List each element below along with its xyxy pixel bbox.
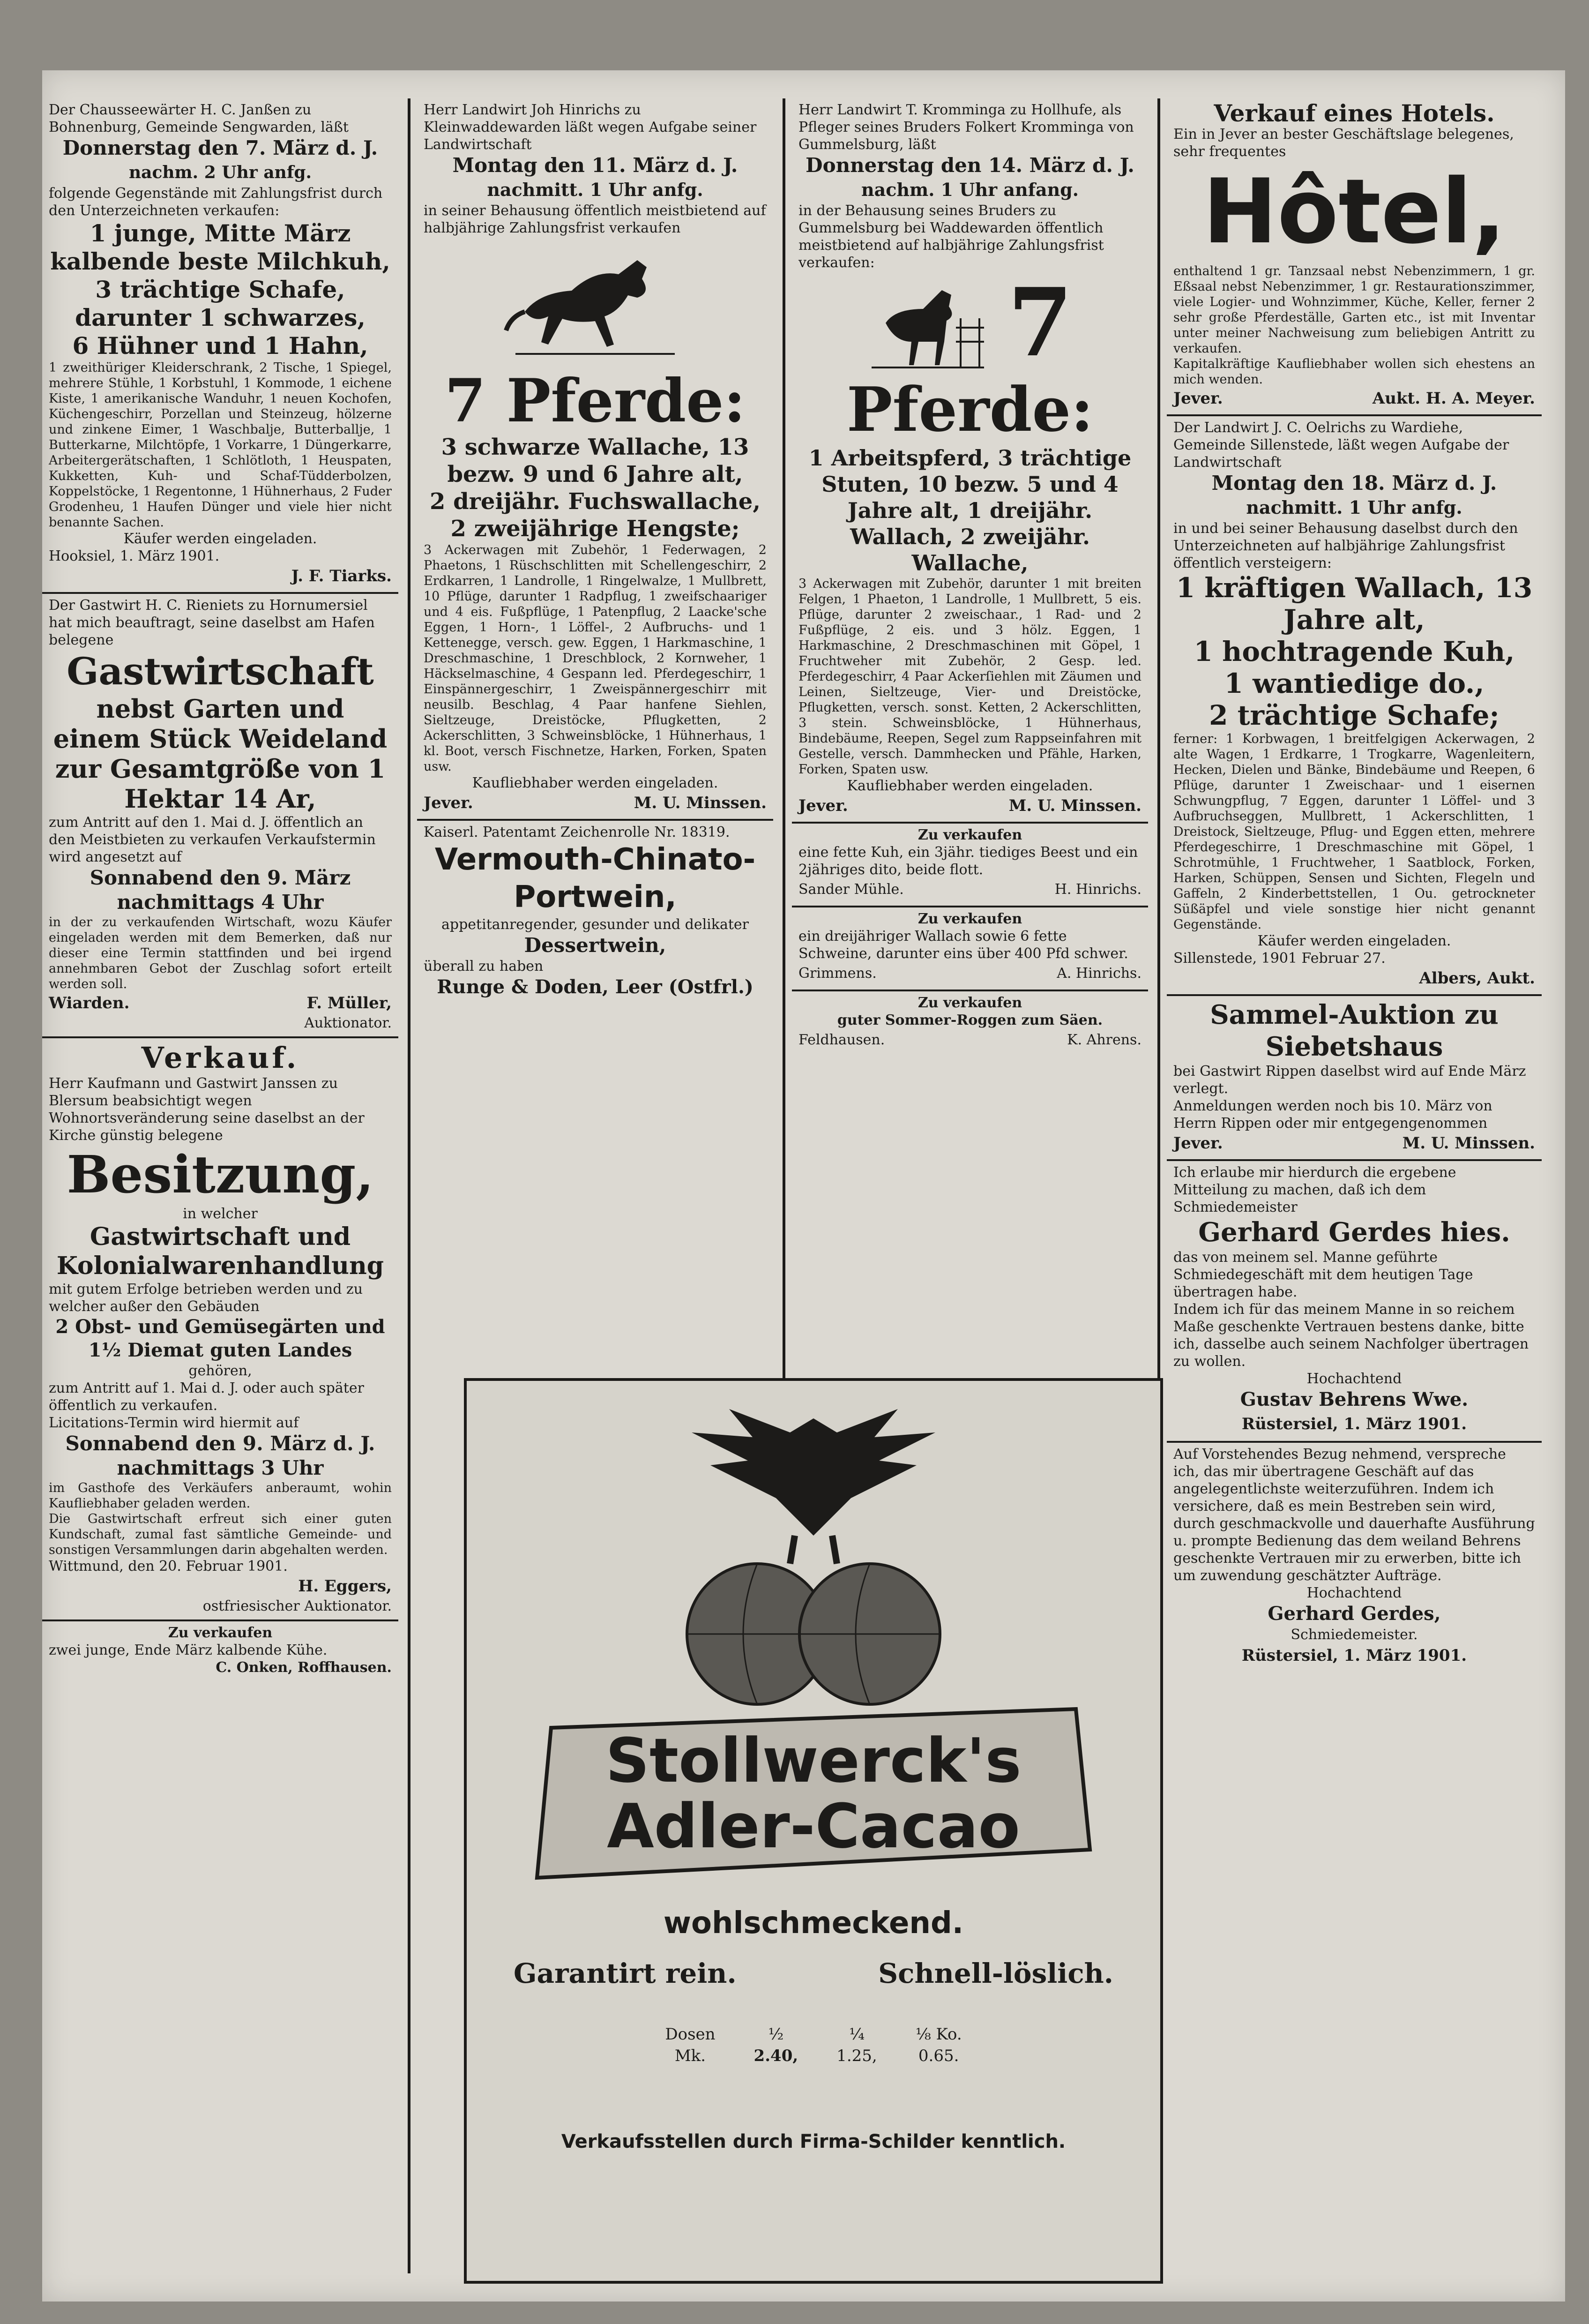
ad-time: nachmitt. 1 Uhr anfg. — [487, 179, 703, 200]
ad-headline: 2 trächtige Schafe; — [1209, 699, 1499, 731]
ad-text: ein dreijähriger Wallach sowie 6 fette Schweine, darunter eins über 400 Pfd schwer. — [798, 928, 1128, 962]
ad-signature: Albers, Aukt. — [1419, 969, 1535, 988]
ad-vermouth — [417, 821, 773, 1004]
ad-text: zwei junge, Ende März kalbende Kühe. — [49, 1642, 328, 1658]
table-cell: ½ — [768, 2025, 784, 2044]
ad-headline: Gerhard Gerdes hies. — [1198, 1217, 1510, 1248]
ad-text: das von meinem sel. Manne geführte Schmiedegeschäft mit dem heutigen Tage übertragen habe. — [1173, 1249, 1473, 1300]
ad-grimmens — [792, 907, 1148, 991]
ad-sammel-auktion — [1167, 996, 1542, 1161]
ad-signature: F. Müller, — [306, 994, 392, 1012]
table-cell: 1.25, — [836, 2047, 877, 2065]
ad-jansen-auction — [42, 98, 398, 594]
ad-behrens — [1167, 1161, 1542, 1443]
ad-text: Ein in Jever an bester Geschäftslage belegenes, sehr frequentes — [1173, 126, 1514, 160]
ad-signature: H. Hinrichs. — [1054, 881, 1141, 898]
ad-signature: H. Eggers, — [298, 1577, 392, 1596]
ad-headline: Zu verkaufen — [918, 995, 1022, 1011]
ad-text: zum Antritt auf den 1. Mai d. J. öffentlich an den Meistbieten zu verkaufen Verkaufstermin wird angesetzt auf — [49, 814, 376, 865]
ad-signature: K. Ahrens. — [1067, 1032, 1141, 1048]
ad-text: Indem ich für das meinem Manne in so reichem Maße geschenkte Vertrauen bestens danke, bitte ich, dasselbe auch seinem Nachfolger übertragen zu wollen. — [1173, 1301, 1529, 1370]
ad-headline: 7 — [1007, 268, 1073, 378]
ad-hotel — [1167, 98, 1542, 416]
brand-name: Adler-Cacao — [607, 1791, 1020, 1862]
ad-text: Käufer werden eingeladen. — [123, 531, 317, 547]
ad-signature: M. U. Minssen. — [634, 794, 767, 812]
ad-janssen-besitzung — [42, 1038, 398, 1621]
ad-place-date: Wittmund, den 20. Februar 1901. — [49, 1558, 288, 1574]
table-cell: 2.40, — [753, 2047, 798, 2065]
ad-time: nachm. 1 Uhr anfang. — [861, 179, 1079, 200]
ad-signature: Gustav Behrens Wwe. — [1240, 1388, 1469, 1410]
ad-headline: 1 hochtragende Kuh, — [1194, 636, 1515, 667]
ad-headline: nebst Garten und einem Stück Weideland zur Gesamtgröße von 1 Hektar 14 Ar, — [53, 694, 388, 814]
ad-text: Hochachtend — [1306, 1585, 1402, 1601]
ad-text: eine fette Kuh, ein 3jähr. tiediges Beest und ein 2jähriges dito, beide flott. — [798, 844, 1138, 878]
ad-tagline: wohlschmeckend. — [663, 1906, 964, 1941]
ad-text: Herr Landwirt Joh Hinrichs zu Kleinwaddewarden läßt wegen Aufgabe seiner Landwirtschaft — [424, 102, 757, 153]
ad-headline: Gastwirtschaft und Kolonialwarenhandlung — [56, 1222, 384, 1280]
ad-text: Der Gastwirt H. C. Rieniets zu Hornumersiel hat mich beauftragt, seine daselbst am Hafen belegene — [49, 597, 375, 648]
ad-kromminga-pferde — [792, 98, 1148, 824]
table-cell: 0.65. — [918, 2047, 959, 2065]
ad-text: Auf Vorstehendes Bezug nehmend, verspreche ich, das mir übertragene Geschäft auf das angelegentlichste weiterzuführen. Indem ich versichere, daß es mein Bestreben sein wird, durch geschmackvolle und dauerhafte Ausführung u. prompte Bedienung das dem weiland Behrens geschenkte Vertrauen mir zu erwerben, bitte ich um zuwendung geschätzter Aufträge. — [1173, 1446, 1535, 1584]
ad-body: 1 zweithüriger Kleiderschrank, 2 Tische, 1 Spiegel, mehrere Stühle, 1 Korbstuhl, 1 Kommode, 1 eichene Kiste, 1 amerikanische Wanduhr, 1 neuen Kochofen, Küchengeschirr, Porzellan und Steinzeug, hölzerne und zinkene Eimer, 1 Waschbalje, Butterballje, 1 Butterkarne, Milchtöpfe, 1 Vorkarre, 1 Düngerkarre, Arbeitergerätschaften, 1 Schlötloth, 1 Heuspaten, Kukketten, Kuh- und Schaf-Tüdderbolzen, Koppelstöcke, 1 Regentonne, 1 Hühnerhaus, 2 Fuder Grodenheu, 1 Haufen Dünger und viele hier nicht benannte Sachen. — [49, 360, 392, 530]
price-table — [645, 2023, 981, 2067]
ad-headline: Dessertwein, — [524, 934, 666, 957]
ad-text: Käufer werden eingeladen. — [1257, 933, 1451, 949]
ad-date: Montag den 18. März d. J. — [1211, 472, 1497, 495]
ad-headline: Pferde: — [846, 374, 1094, 445]
ad-headline: Vermouth-Chinato-Portwein, — [434, 842, 756, 915]
ad-body: enthaltend 1 gr. Tanzsaal nebst Nebenzimmern, 1 gr. Eßsaal nebst Nebenzimmer, 1 gr. Restaurationszimmer, viele Logier- und Wohnzimmer, Küche, Keller, ferner 2 sehr große Pferdeställe, Garten etc., ist mit Inventar unter meiner Nachweisung zum beliebigen Antritt zu verkaufen. — [1173, 264, 1535, 356]
ad-place-date: Hooksiel, 1. März 1901. — [49, 548, 220, 564]
ad-time: nachm. 2 Uhr anfg. — [128, 163, 312, 182]
ad-tagline: Garantirt rein. — [514, 1957, 737, 1989]
ad-body: ferner: 1 Korbwagen, 1 breitfelgigen Ackerwagen, 2 alte Wagen, 1 Erdkarre, 1 Trogkarre, Wagenleitern, Hecken, Dielen und Bänke, Bindebäume und Reepen, 6 Pflüge, darunter 1 Zweischaar- und 1 eisernen Schwungpflug, 7 Eggen, darunter 1 Löffel- und 3 Aufbruchseggen, Mullbrett, 1 Ackerschlitten, 1 Dreistock, Sieltzeuge, Pflug- und Eggen etten, mehrere Pferdegeschirre, 1 Dreschmaschine mit Göpel, 1 Schrotmühle, 1 Fruchtweher, 1 Saatblock, Forken, Harken, Schüppen, Sensen und Sichten, Flegeln und Gaffeln, 2 Kinderbettstellen, 1 Ou. getrockneter Süßäpfel und viele sonstige hier nicht genannt Gegenstände. — [1173, 732, 1535, 932]
ad-place: Jever. — [1173, 389, 1223, 408]
ad-footer: Verkaufsstellen durch Firma-Schilder kenntlich. — [561, 2131, 1066, 2152]
ad-headline: Verkauf. — [141, 1041, 299, 1075]
ad-place-date: Sillenstede, 1901 Februar 27. — [1173, 950, 1386, 967]
ad-text: mit gutem Erfolge betrieben werden und zu welcher außer den Gebäuden — [49, 1281, 363, 1315]
ad-headline: Zu verkaufen — [168, 1625, 273, 1641]
ad-text: Der Landwirt J. C. Oelrichs zu Wardiehe, Gemeinde Sillenstede, läßt wegen Aufgabe der Landwirtschaft — [1173, 420, 1509, 471]
column-1 — [42, 98, 398, 2273]
ad-oelrichs — [1167, 416, 1542, 996]
ad-text: in und bei seiner Behausung daselbst durch den Unterzeichneten auf halbjährige Zahlungsfrist öffentlich versteigern: — [1173, 520, 1518, 571]
ad-date: Montag den 11. März d. J. — [452, 154, 738, 177]
table-cell: ⅛ Ko. — [915, 2025, 962, 2044]
ad-signature-title: ostfriesischer Auktionator. — [202, 1598, 392, 1614]
ad-text: bei Gastwirt Rippen daselbst wird auf Ende März verlegt. — [1173, 1063, 1526, 1097]
ad-headline: Verkauf eines Hotels. — [1214, 99, 1495, 127]
ad-headline: Zu verkaufen — [918, 827, 1022, 843]
ad-headline: 2 dreijähr. Fuchswallache, — [429, 488, 761, 515]
ad-text: gehören, — [188, 1363, 252, 1379]
ad-body: Kapitalkräftige Kaufliebhaber wollen sich ehestens an mich wenden. — [1173, 357, 1535, 387]
ad-text: überall zu haben — [424, 958, 544, 975]
ad-date: Donnerstag den 14. März d. J. — [806, 154, 1134, 177]
ad-body: Die Gastwirtschaft erfreut sich einer guten Kundschaft, zumal fast sämtliche Gemeinde- und sonstigen Versammlungen darin abgehalten werden. — [49, 1512, 392, 1557]
ad-time: nachmitt. 1 Uhr anfg. — [1246, 497, 1462, 518]
ad-text: in seiner Behausung öffentlich meistbietend auf halbjährige Zahlungsfrist verkaufen — [424, 202, 766, 236]
horse-icon — [867, 271, 989, 375]
ad-signature: Aukt. H. A. Meyer. — [1372, 389, 1535, 408]
ad-signature: Gerhard Gerdes, — [1268, 1603, 1441, 1625]
ad-gerdes — [1167, 1443, 1542, 1672]
table-cell: Dosen — [665, 2025, 716, 2044]
ad-headline: 6 Hühner und 1 Hahn, — [72, 332, 368, 360]
ad-time: nachmittags 4 Uhr — [117, 891, 324, 914]
ad-text: Anmeldungen werden noch bis 10. März von Herrn Rippen oder mir entgegengenommen — [1173, 1098, 1492, 1132]
ad-place: Jever. — [798, 796, 848, 815]
ad-text: Kaiserl. Patentamt Zeichenrolle Nr. 18319. — [424, 824, 730, 840]
ad-text: Kaufliebhaber werden eingeladen. — [472, 775, 718, 791]
ad-date: Sonnabend den 9. März — [90, 866, 351, 889]
ad-text: Herr Kaufmann und Gastwirt Janssen zu Blersum beabsichtigt wegen Wohnortsveränderung seine daselbst an der Kirche günstig belegene — [49, 1075, 365, 1144]
ad-place: Sander Mühle. — [798, 881, 904, 898]
ad-headline: 1 wantiedige do., — [1224, 667, 1485, 699]
ad-text: Herr Landwirt T. Kromminga zu Hollhufe, als Pfleger seines Bruders Folkert Kromminga von Gummelsburg, läßt — [798, 102, 1134, 153]
ad-time: nachmittags 3 Uhr — [117, 1456, 324, 1479]
ad-text: Licitations-Termin wird hiermit auf — [49, 1415, 299, 1431]
ad-feldhausen — [792, 991, 1148, 1056]
table-cell: ¼ — [849, 2025, 865, 2044]
ad-text: Ich erlaube mir hierdurch die ergebene Mitteilung zu machen, daß ich dem Schmiedemeister — [1173, 1164, 1456, 1215]
ad-headline: 1 Arbeitspferd, 3 trächtige Stuten, 10 bezw. 5 und 4 Jahre alt, 1 dreijähr. Wallach, 2 zweijähr. Wallache, — [808, 445, 1132, 576]
ad-stollwerck-cacao — [464, 1378, 1163, 2284]
ad-text: guter Sommer-Roggen zum Säen. — [837, 1012, 1103, 1028]
table-row — [646, 2024, 980, 2045]
ad-text: in welcher — [183, 1206, 258, 1222]
ad-place: Jever. — [1173, 1134, 1223, 1153]
newspaper-page — [42, 70, 1565, 2302]
horse-icon — [497, 241, 694, 363]
ad-text: zum Antritt auf 1. Mai d. J. oder auch später öffentlich zu verkaufen. — [49, 1380, 364, 1414]
ad-signature: J. F. Tiarks. — [291, 567, 392, 585]
ad-signature: M. U. Minssen. — [1402, 1134, 1535, 1153]
ad-headline: Zu verkaufen — [918, 911, 1022, 927]
ad-headline: Gastwirtschaft — [67, 649, 374, 693]
ad-headline: Sammel-Auktion zu Siebetshaus — [1210, 999, 1499, 1062]
ad-date: Donnerstag den 7. März d. J. — [62, 136, 378, 159]
ad-body: im Gasthofe des Verkäufers anberaumt, wohin Kaufliebhaber geladen werden. — [49, 1481, 392, 1511]
ad-text: Kaufliebhaber werden eingeladen. — [847, 778, 1093, 794]
ad-headline: Besitzung, — [67, 1144, 374, 1205]
ad-text: Hochachtend — [1306, 1371, 1402, 1387]
ad-body: 3 Ackerwagen mit Zubehör, darunter 1 mit breiten Felgen, 1 Phaeton, 1 Landrolle, 1 Mullbrett, 5 eis. Pflüge, darunter 2 zweischaar., 1 Rad- und 2 Fußpflüge, 2 eis. und 3 hölz. Eggen, 1 Harkmaschine, 2 Dreschmaschinen mit Göpel, 1 Fruchtweher mit Zubehör, 2 Gesp. led. Pferdegeschirr, 4 Paar Ackerſiehlen mit Zäumen und Leinen, Sieltzeuge, Vier- und Dreistöcke, Pflugketten, versch. sonst. Ketten, 2 Ackerschlitten, 3 stein. Schweinsblöcke, 1 Hühnerhaus, Bindebäume, Reepen, Segel zum Rappseinfahren mit Gestelle, versch. Dammhecken und Pfähle, Harken, Forken, Spaten usw. — [798, 577, 1141, 777]
ad-headline: 3 schwarze Wallache, 13 bezw. 9 und 6 Jahre alt, — [441, 434, 749, 487]
ad-rieniets-gastwirtschaft — [42, 594, 398, 1038]
ad-place-date: Rüstersiel, 1. März 1901. — [1241, 1415, 1467, 1433]
ad-text: folgende Gegenstände mit Zahlungsfrist durch den Unterzeichneten verkaufen: — [49, 185, 383, 219]
ad-place: Grimmens. — [798, 965, 877, 982]
ad-headline: Hôtel, — [1202, 160, 1506, 263]
table-row — [646, 2046, 980, 2066]
ad-signature-title: Auktionator. — [304, 1015, 392, 1031]
ad-headline: 1 junge, Mitte März kalbende beste Milchkuh, — [50, 219, 390, 275]
ad-headline: 2 Obst- und Gemüsegärten und 1½ Diemat guten Landes — [55, 1316, 385, 1361]
ad-body: 3 Ackerwagen mit Zubehör, 1 Federwagen, 2 Phaetons, 1 Rüschschlitten mit Schellengeschirr, 2 Erdkarren, 1 Landrolle, 1 Ringelwalze, 1 Mullbrett, 10 Pflüge, darunter 1 Radpflug, 1 zweifschaariger und 4 eis. Fußpflüge, 1 Patenpflug, 2 Laacke'sche Eggen, 1 Horn-, 1 Löffel-, 2 Aufbruchs- und 1 Kettenegge, versch. gew. Eggen, 1 Harkmaschine, 1 Dreschmaschine, 1 Dreschblock, 2 Kornweher, 1 Häckselmaschine, 4 Gespann led. Pferdegeschirr, 1 Einspännergeschirr, 1 Zweispännergeschirr mit neusilb. Beschlag, 4 Paar hanfene Siehlen, Sieltzeuge, Dreistöcke, Pflugketten, 2 Ackerschlitten, 3 Schweinsblöcke, 1 Hühnerhaus, 1 kl. Boot, versch Fischnetze, Harken, Forken, Spaten usw. — [424, 543, 767, 774]
ad-signature: Runge & Doden, Leer (Ostfrl.) — [437, 976, 753, 998]
ad-signature: C. Onken, Roffhausen. — [216, 1659, 392, 1676]
ad-place: Jever. — [424, 794, 473, 812]
ad-body: in der zu verkaufenden Wirtschaft, wozu Käufer eingeladen werden mit dem Bemerken, daß nur dieser eine Termin stattfinden und bei irgend annehmbaren Gebot der Zuschlag sofort erteilt werden soll. — [49, 915, 392, 991]
ad-place: Wiarden. — [49, 994, 130, 1012]
ad-headline: 2 zweijährige Hengste; — [450, 516, 740, 542]
ad-signature-title: Schmiedemeister. — [1291, 1627, 1418, 1643]
ad-place: Feldhausen. — [798, 1032, 885, 1048]
ad-headline: 1 kräftigen Wallach, 13 Jahre alt, — [1176, 572, 1533, 636]
ad-place-date: Rüstersiel, 1. März 1901. — [1241, 1646, 1467, 1665]
column-rule — [408, 98, 410, 2273]
ad-text: in der Behausung seines Bruders zu Gummelsburg bei Waddewarden öffentlich meistbietend auf halbjährige Zahlungsfrist verkaufen: — [798, 202, 1104, 271]
ad-signature: M. U. Minssen. — [1008, 796, 1141, 815]
ad-date: Sonnabend den 9. März d. J. — [65, 1432, 375, 1455]
table-cell: Mk. — [674, 2047, 706, 2065]
ad-signature: A. Hinrichs. — [1057, 965, 1141, 982]
ad-sander-muehle — [792, 824, 1148, 907]
brand-name: Stollwerck's — [605, 1725, 1022, 1796]
ad-headline: 7 Pferde: — [445, 366, 746, 435]
ad-onken — [42, 1621, 398, 1681]
ad-text: Der Chausseewärter H. C. Janßen zu Bohnenburg, Gemeinde Sengwarden, läßt — [49, 102, 349, 135]
ad-tagline: Schnell-löslich. — [878, 1957, 1113, 1989]
column-4 — [1167, 98, 1542, 2273]
ad-hinrichs-pferde — [417, 98, 773, 821]
ad-headline: 3 trächtige Schafe, darunter 1 schwarzes, — [75, 276, 366, 331]
ad-text: appetitanregender, gesunder und delikater — [441, 916, 749, 933]
